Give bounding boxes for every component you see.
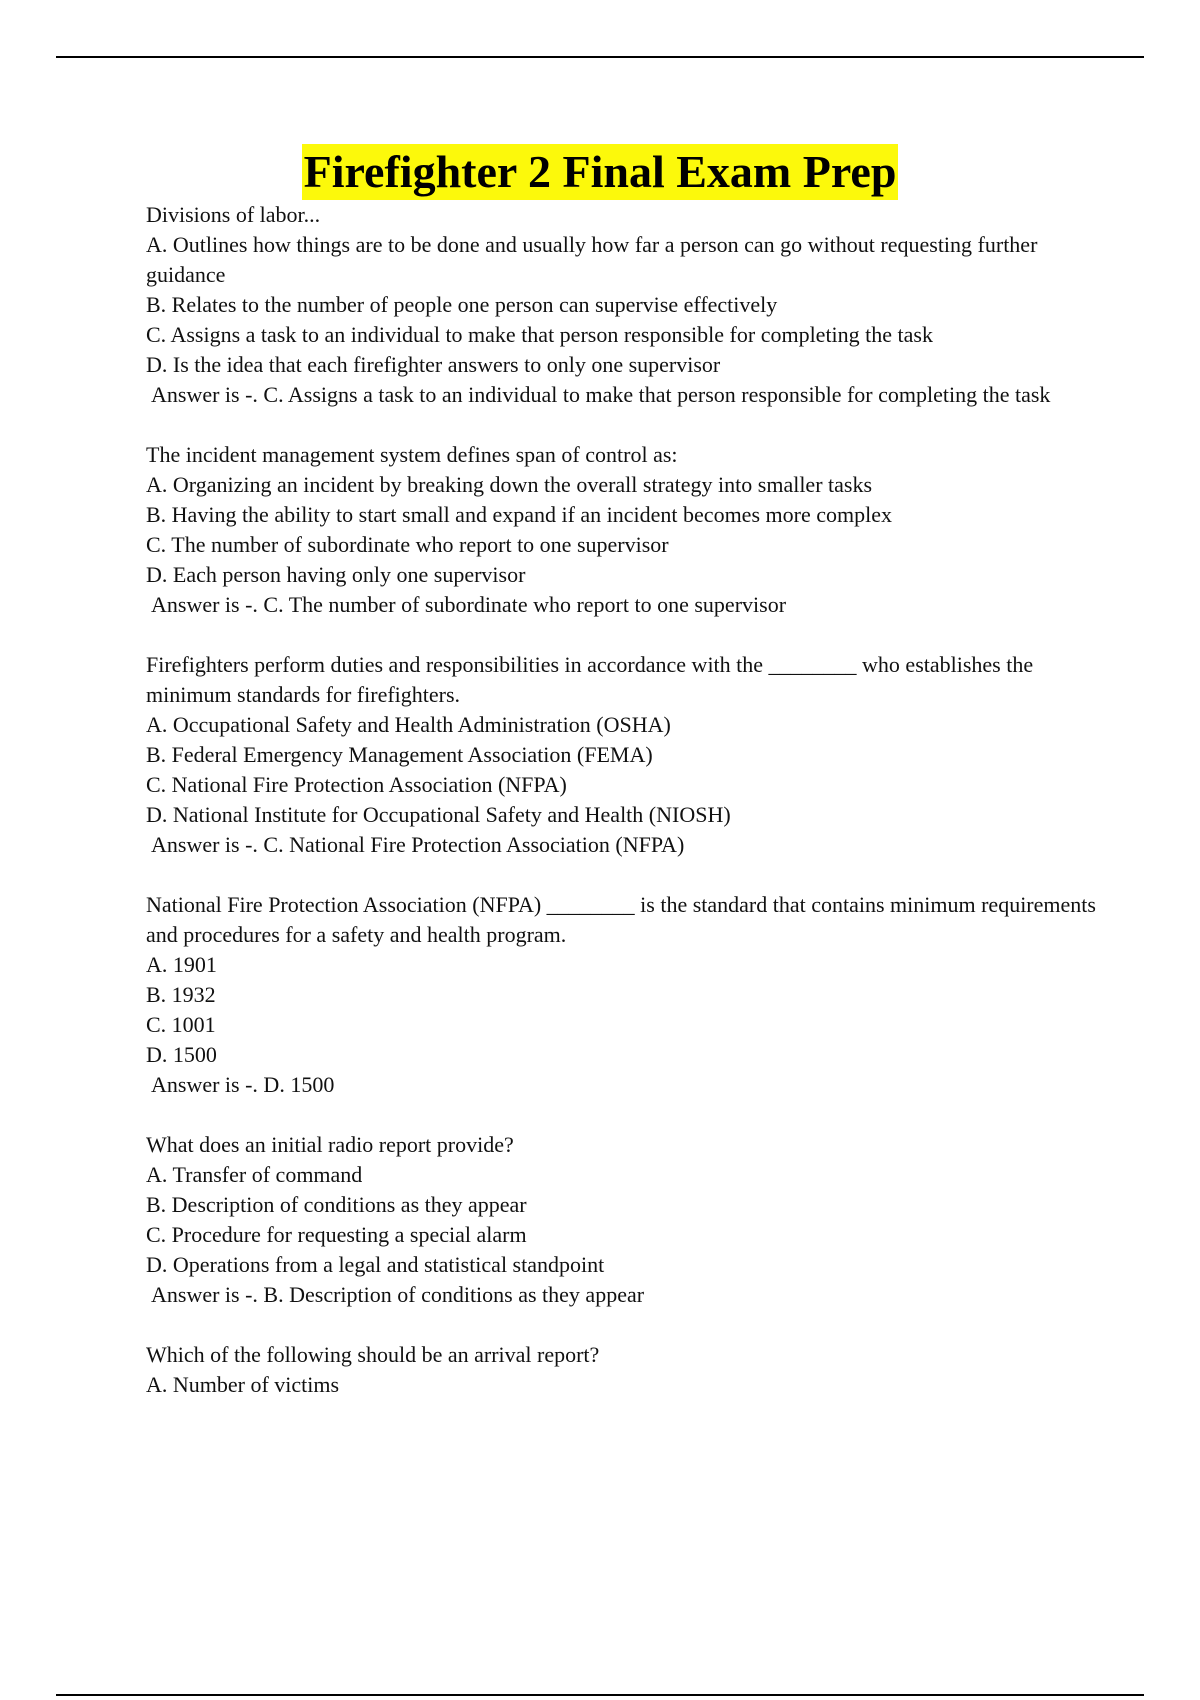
option-c: C. 1001	[146, 1012, 216, 1037]
answer-text: Answer is -. D. 1500	[151, 1072, 335, 1097]
answer-text: Answer is -. C. Assigns a task to an individual to make that person responsible for completing the task	[151, 382, 1051, 407]
option-a: A. Occupational Safety and Health Administration (OSHA)	[146, 712, 671, 737]
option-a: A. Organizing an incident by breaking down the overall strategy into smaller tasks	[146, 472, 873, 497]
option-b: B. 1932	[146, 982, 216, 1007]
option-d: D. National Institute for Occupational Safety and Health (NIOSH)	[146, 802, 731, 827]
title-container	[0, 144, 1200, 200]
option-d: D. 1500	[146, 1042, 217, 1067]
question-text: Which of the following should be an arrival report?	[146, 1342, 600, 1367]
option-d: D. Is the idea that each firefighter answers to only one supervisor	[146, 352, 721, 377]
top-rule	[56, 56, 1144, 58]
option-b: B. Having the ability to start small and expand if an incident becomes more complex	[146, 502, 892, 527]
option-c: C. National Fire Protection Association (NFPA)	[146, 772, 567, 797]
option-c: C. Procedure for requesting a special alarm	[146, 1222, 527, 1247]
option-c: C. The number of subordinate who report to one supervisor	[146, 532, 669, 557]
question-block	[146, 440, 1096, 620]
option-d: D. Each person having only one supervisor	[146, 562, 526, 587]
answer-text: Answer is -. B. Description of conditions as they appear	[151, 1282, 645, 1307]
option-a: A. Number of victims	[146, 1372, 340, 1397]
document-body	[146, 200, 1096, 1430]
option-c: C. Assigns a task to an individual to make that person responsible for completing the task	[146, 322, 933, 347]
option-b: B. Relates to the number of people one person can supervise effectively	[146, 292, 778, 317]
question-block	[146, 1130, 1096, 1310]
option-b: B. Federal Emergency Management Association (FEMA)	[146, 742, 653, 767]
option-a: A. Outlines how things are to be done and usually how far a person can go without requesting further guidance	[146, 232, 1038, 287]
bottom-rule	[56, 1694, 1144, 1696]
page-title: Firefighter 2 Final Exam Prep	[302, 144, 899, 200]
answer-text: Answer is -. C. National Fire Protection Association (NFPA)	[151, 832, 685, 857]
answer-text: Answer is -. C. The number of subordinate who report to one supervisor	[151, 592, 787, 617]
option-a: A. Transfer of command	[146, 1162, 363, 1187]
question-text: The incident management system defines span of control as:	[146, 442, 678, 467]
option-d: D. Operations from a legal and statistical standpoint	[146, 1252, 605, 1277]
option-a: A. 1901	[146, 952, 217, 977]
question-text: National Fire Protection Association (NFPA) ________ is the standard that contains minimum requirements and procedures for a safety and health program.	[146, 892, 1096, 947]
question-text: Divisions of labor...	[146, 202, 321, 227]
question-block	[146, 1340, 1096, 1400]
question-text: What does an initial radio report provide?	[146, 1132, 514, 1157]
question-text: Firefighters perform duties and responsibilities in accordance with the ________ who establishes the minimum standards for firefighters.	[146, 652, 1034, 707]
question-block	[146, 890, 1096, 1100]
question-block	[146, 200, 1096, 410]
question-block	[146, 650, 1096, 860]
option-b: B. Description of conditions as they appear	[146, 1192, 527, 1217]
